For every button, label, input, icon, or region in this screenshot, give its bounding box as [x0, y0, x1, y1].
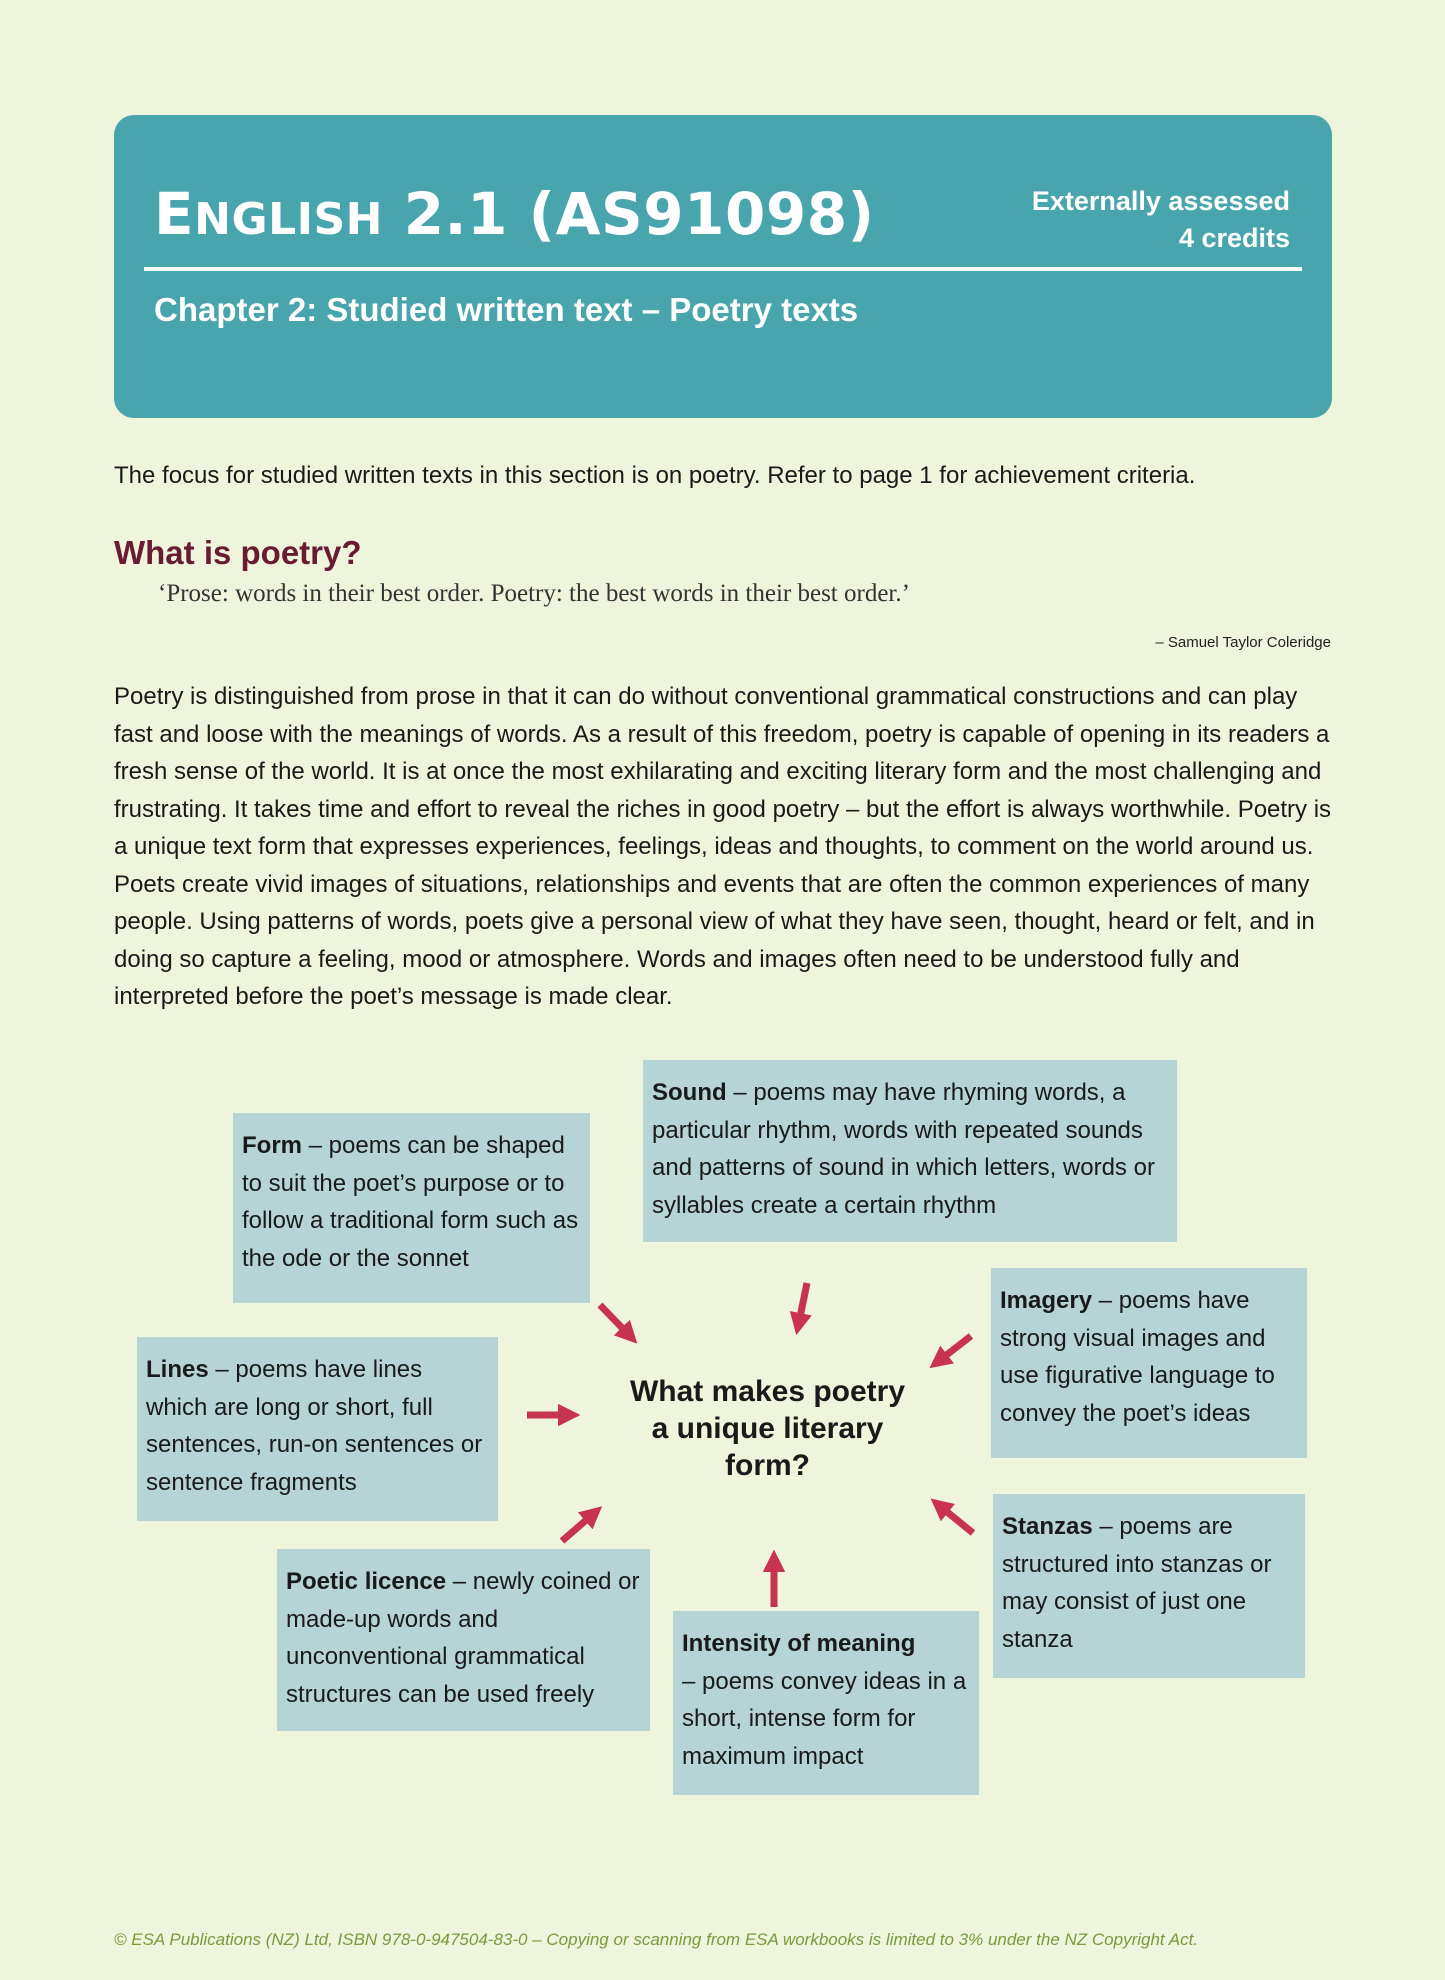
intro-text: The focus for studied written texts in this section is on poetry. Refer to page 1 for achievement criteria.: [114, 462, 1196, 489]
form-text: – poems can be shaped to suit the poet’s purpose or to follow a traditional form such as the ode or the sonnet: [242, 1132, 579, 1272]
credits: 4 credits: [1178, 223, 1290, 253]
intensity-text: – poems convey ideas in a short, intense form for maximum impact: [682, 1667, 967, 1770]
quote-attribution: – Samuel Taylor Coleridge: [1155, 634, 1331, 651]
stanzas-box: [993, 1494, 1305, 1678]
assessment-type: Externally assessed: [1031, 186, 1290, 216]
chapter-title: Chapter 2: Studied written text – Poetry texts: [154, 291, 859, 328]
form-box: [233, 1113, 590, 1303]
stanzas-term: Stanzas: [1002, 1513, 1093, 1540]
lines-text: – poems have lines which are long or short, full sentences, run-on sentences or sentence fragments: [146, 1356, 483, 1496]
imagery-box: [991, 1268, 1307, 1458]
intensity-box: [673, 1611, 979, 1795]
form-term: Form: [242, 1132, 302, 1159]
lines-term: Lines: [146, 1356, 209, 1383]
stanzas-text: – poems are structured into stanzas or may consist of just one stanza: [1002, 1513, 1272, 1653]
sound-text: – poems may have rhyming words, a particular rhythm, words with repeated sounds and patterns of sound in which letters, words or syllables create a certain rhythm: [652, 1079, 1155, 1219]
copyright-footer: © ESA Publications (NZ) Ltd, ISBN 978-0-947504-83-0 – Copying or scanning from ESA workbooks is limited to 3% under the NZ Copyright Act.: [114, 1930, 1199, 1949]
intensity-term: Intensity of meaning: [682, 1630, 916, 1657]
title-code: 2.1 (AS91098): [403, 180, 875, 248]
title-rest: NGLISH: [194, 194, 383, 245]
body-paragraph: Poetry is distinguished from prose in that it can do without conventional grammatical constructions and can play fast and loose with the meanings of words. As a result of this freedom, poetry is capable of opening in its readers a fresh sense of the world. It is at once the most exhilarating and exciting literary form and the most challenging and frustrating. It takes time and effort to reveal the riches in good poetry – but the effort is always worthwhile. Poetry is a unique text form that expresses experiences, feelings, ideas and thoughts, to comment on the world around us. Poets create vivid images of situations, relationships and events that are often the common experiences of many people. Using patterns of words, poets give a personal view of what they have seen, thought, heard or felt, and in doing so capture a feeling, mood or atmosphere. Words and images often need to be understood fully and interpreted before the poet’s message is made clear.: [114, 683, 1332, 1010]
licence-term: Poetic licence: [286, 1568, 447, 1595]
sound-term: Sound: [652, 1079, 727, 1106]
sound-box: [643, 1060, 1177, 1242]
quote: ‘Prose: words in their best order. Poetry: the best words in their best order.’: [158, 580, 910, 607]
arrow-sound: [799, 1283, 807, 1322]
title-initial: E: [154, 180, 195, 248]
lines-box: [137, 1337, 498, 1521]
section-heading: What is poetry?: [114, 534, 362, 571]
licence-box: [277, 1549, 650, 1731]
imagery-term: Imagery: [1000, 1287, 1093, 1314]
licence-text: – newly coined or made-up words and unconventional grammatical structures can be used freely: [286, 1568, 640, 1708]
arrow-licence: [562, 1515, 592, 1541]
arrow-stanzas: [941, 1507, 973, 1533]
diagram-center: What makes poetry a unique literary form?: [629, 1375, 906, 1482]
arrow-imagery: [940, 1336, 971, 1360]
imagery-text: – poems have strong visual images and use figurative language to convey the poet’s ideas: [1000, 1287, 1275, 1427]
arrow-form: [600, 1305, 628, 1334]
